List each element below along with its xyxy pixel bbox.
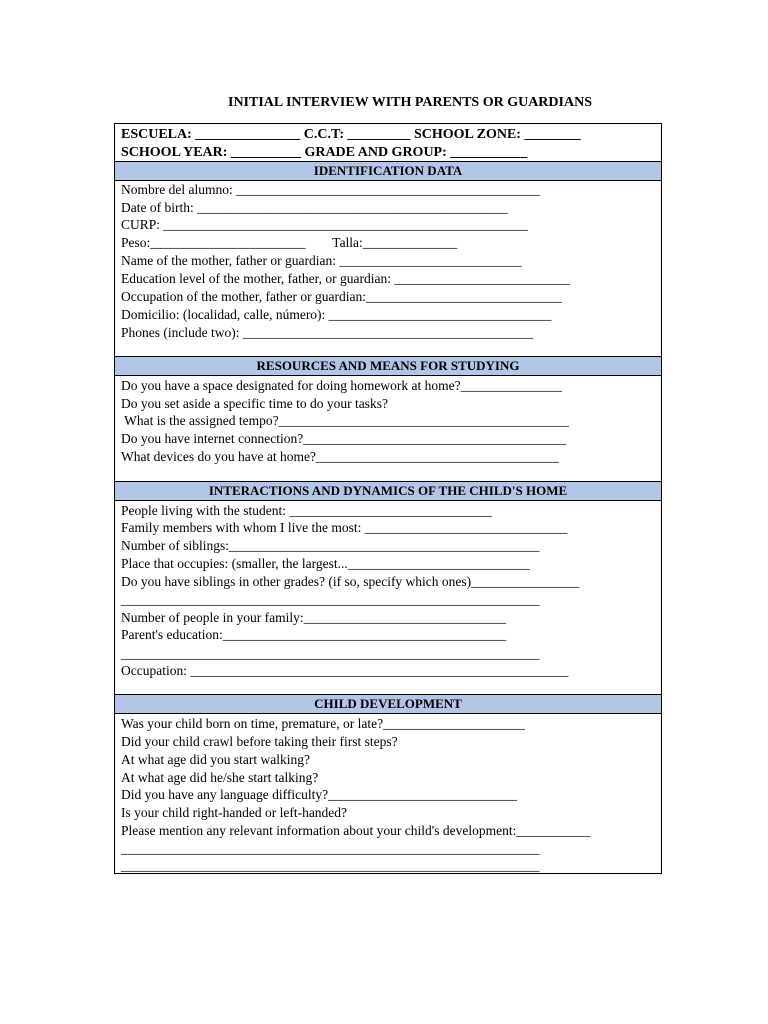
header-line-school[interactable]: ESCUELA: _______________ C.C.T: _________ SCHOOL ZONE: ________	[121, 127, 581, 142]
field-education-continuation[interactable]: ______________________________________________________________	[121, 646, 540, 661]
question-talking-age: At what age did he/she start talking?	[121, 770, 319, 785]
section-heading-development: CHILD DEVELOPMENT	[115, 694, 661, 714]
field-guardian-education[interactable]: Education level of the mother, father, or guardian: __________________________	[121, 271, 570, 286]
question-walking-age: At what age did you start walking?	[121, 752, 310, 767]
field-siblings-continuation[interactable]: ______________________________________________________________	[121, 592, 540, 607]
header-line-year[interactable]: SCHOOL YEAR: __________ GRADE AND GROUP: ___________	[121, 145, 528, 160]
field-guardian-name[interactable]: Name of the mother, father or guardian: ___________________________	[121, 253, 522, 268]
field-home-devices[interactable]: What devices do you have at home?____________________________________	[121, 449, 559, 464]
question-task-time: Do you set aside a specific time to do your tasks?	[121, 396, 388, 411]
field-people-living[interactable]: People living with the student: ______________________________	[121, 503, 492, 518]
field-development-continuation-1[interactable]: ______________________________________________________________	[121, 841, 540, 856]
section-heading-identification: IDENTIFICATION DATA	[115, 161, 661, 181]
field-number-siblings[interactable]: Number of siblings:______________________________________________	[121, 538, 540, 553]
question-crawl: Did your child crawl before taking their first steps?	[121, 734, 398, 749]
field-family-size[interactable]: Number of people in your family:______________________________	[121, 610, 507, 625]
field-phones[interactable]: Phones (include two): ___________________________________________	[121, 325, 534, 340]
section-heading-resources: RESOURCES AND MEANS FOR STUDYING	[115, 356, 661, 376]
field-date-of-birth[interactable]: Date of birth: ______________________________________________	[121, 200, 508, 215]
field-birth-timing[interactable]: Was your child born on time, premature, or late?_____________________	[121, 716, 525, 731]
field-parents-education[interactable]: Parent's education:__________________________________________	[121, 627, 507, 642]
section-heading-interactions: INTERACTIONS AND DYNAMICS OF THE CHILD'S HOME	[115, 481, 661, 501]
field-occupation[interactable]: Occupation: ________________________________________________________	[121, 663, 569, 678]
field-curp[interactable]: CURP: ______________________________________________________	[121, 217, 528, 232]
field-language-difficulty[interactable]: Did you have any language difficulty?____________________________	[121, 787, 518, 802]
field-guardian-occupation[interactable]: Occupation of the mother, father or guardian:_____________________________	[121, 289, 562, 304]
interview-form	[114, 123, 662, 874]
field-siblings-other-grades[interactable]: Do you have siblings in other grades? (if so, specify which ones)________________	[121, 574, 580, 589]
field-weight-height[interactable]: Peso:_______________________ Talla:______________	[121, 235, 458, 250]
field-student-name[interactable]: Nombre del alumno: _____________________________________________	[121, 182, 540, 197]
field-family-members[interactable]: Family members with whom I live the most: ______________________________	[121, 520, 568, 535]
field-sibling-place[interactable]: Place that occupies: (smaller, the largest...___________________________	[121, 556, 531, 571]
field-development-continuation-2[interactable]: ______________________________________________________________	[121, 858, 540, 873]
field-internet-connection[interactable]: Do you have internet connection?_______________________________________	[121, 431, 567, 446]
field-address[interactable]: Domicilio: (localidad, calle, número): _________________________________	[121, 307, 552, 322]
question-handedness: Is your child right-handed or left-handed?	[121, 805, 348, 820]
field-homework-space[interactable]: Do you have a space designated for doing homework at home?_______________	[121, 378, 562, 393]
field-assigned-tempo[interactable]: What is the assigned tempo?___________________________________________	[121, 413, 569, 428]
page-title: INITIAL INTERVIEW WITH PARENTS OR GUARDIANS	[228, 95, 592, 110]
field-development-info[interactable]: Please mention any relevant information about your child's development:___________	[121, 823, 591, 838]
